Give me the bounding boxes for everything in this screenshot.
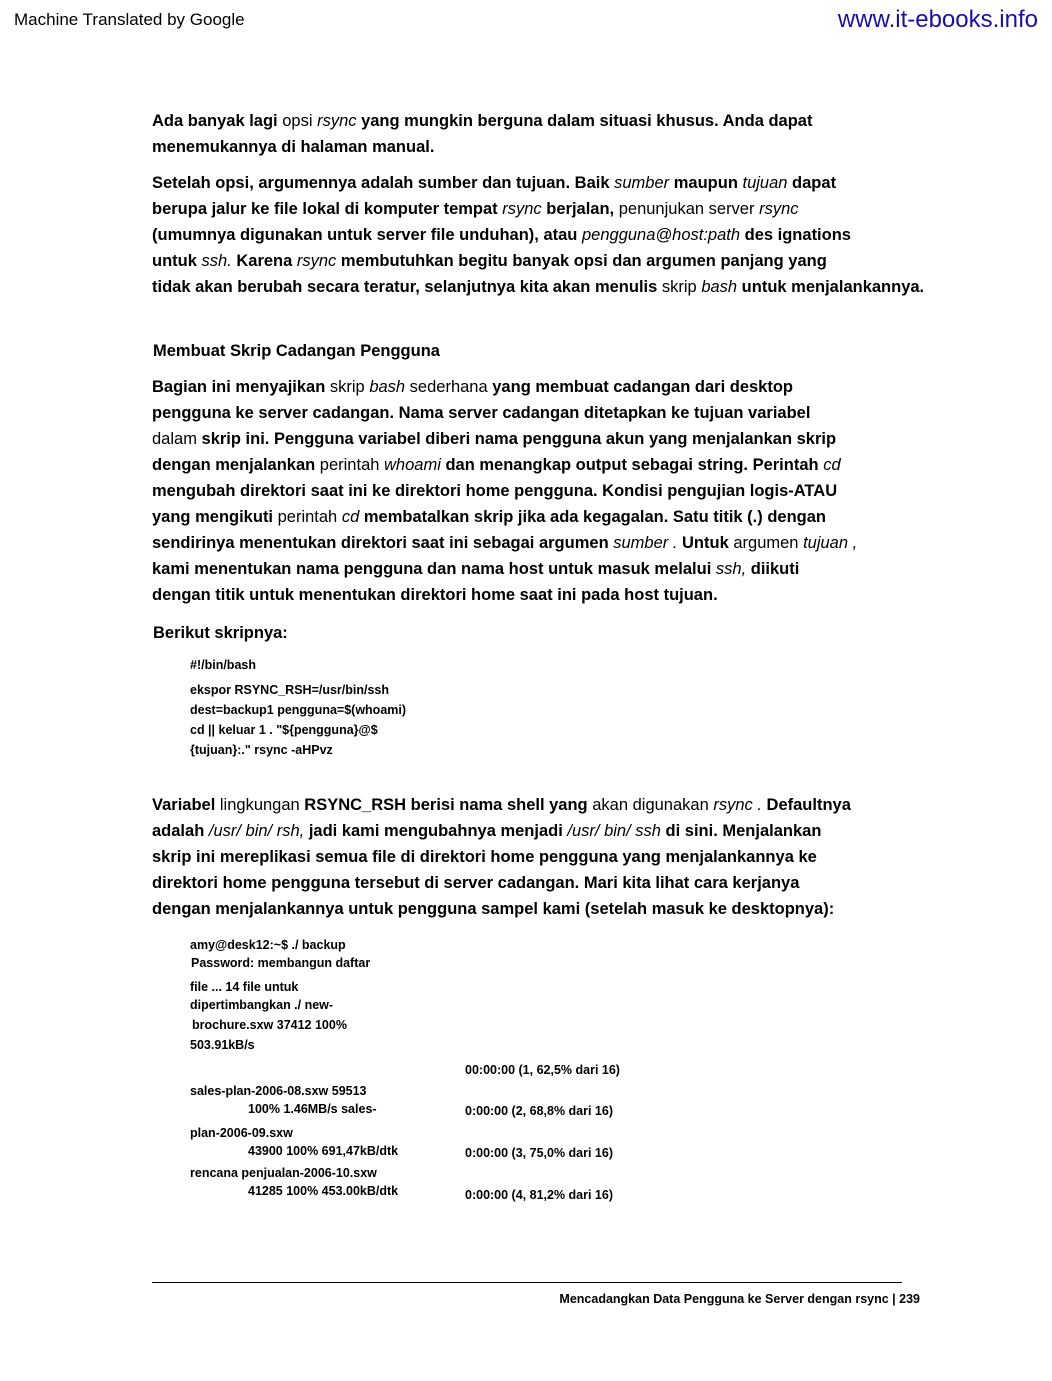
output-file-line: brochure.sxw 37412 100% — [192, 1018, 347, 1032]
text: ssh. — [201, 252, 232, 270]
text: (umumnya digunakan untuk server file unduhan), atau — [152, 226, 582, 244]
script-intro: Berikut skripnya: — [153, 624, 288, 642]
text: RSYNC_RSH berisi nama shell yang — [304, 796, 588, 814]
text: rsync — [502, 200, 542, 218]
text: di sini. Menjalankan — [660, 822, 822, 840]
text: dengan titik untuk menentukan direktori home saat ini pada host tujuan. — [152, 586, 718, 604]
text: yang membuat cadangan dari desktop — [487, 378, 793, 396]
text: rsync — [759, 200, 799, 218]
text: untuk menjalankannya. — [737, 278, 925, 296]
text: tidak akan berubah secara teratur, selanjutnya kita akan menulis — [152, 278, 662, 296]
text: berjalan, — [541, 200, 615, 218]
text: cd — [823, 456, 841, 474]
text: skrip ini. Pengguna variabel diberi nama pengguna akun yang menjalankan skrip — [201, 430, 837, 448]
text: pengguna ke server cadangan. Nama server cadangan ditetapkan ke tujuan variabel — [152, 404, 811, 422]
output-password: Password: membangun daftar — [191, 956, 371, 970]
text: untuk — [152, 252, 202, 270]
text: sederhana — [405, 378, 488, 396]
text: dan menangkap output sebagai string. Perintah — [440, 456, 824, 474]
text: dapat — [787, 174, 837, 192]
output-file-line: 503.91kB/s — [190, 1038, 255, 1052]
text: dalam — [152, 430, 202, 448]
text: bash — [701, 278, 738, 296]
script-line-5: {tujuan}:." rsync -aHPvz — [190, 743, 333, 757]
text: berupa jalur ke file lokal di komputer tempat — [152, 200, 503, 218]
paragraph-2 — [152, 170, 992, 300]
text: rsync — [317, 112, 357, 130]
text: membutuhkan begitu banyak opsi dan argumen panjang yang — [336, 252, 827, 270]
output-file-line: sales-plan-2006-08.sxw 59513 — [190, 1084, 367, 1098]
text: Setelah opsi, argumennya adalah sumber dan tujuan. Baik — [152, 174, 615, 192]
text: yang mungkin berguna dalam situasi khusus. Anda dapat — [356, 112, 813, 130]
text: maupun — [669, 174, 743, 192]
footer-divider — [152, 1282, 902, 1283]
text: opsi — [282, 112, 318, 130]
text: argumen — [728, 534, 804, 552]
text: direktori home pengguna tersebut di server cadangan. Mari kita lihat cara kerjanya — [152, 874, 800, 892]
output-file-line: rencana penjualan-2006-10.sxw — [190, 1166, 377, 1180]
text: menemukannya di halaman manual. — [152, 138, 435, 156]
output-progress: 0:00:00 (2, 68,8% dari 16) — [465, 1104, 613, 1118]
text: rsync — [296, 252, 337, 270]
text: sumber — [614, 174, 670, 192]
text: adalah — [152, 822, 209, 840]
text: ssh, — [715, 560, 747, 578]
page-footer: Mencadangkan Data Pengguna ke Server dengan rsync | 239 — [559, 1292, 920, 1306]
paragraph-4 — [152, 792, 992, 922]
output-progress: 00:00:00 (1, 62,5% dari 16) — [465, 1063, 620, 1077]
text: skrip — [329, 378, 370, 396]
text: kami menentukan nama pengguna dan nama host untuk masuk melalui — [152, 560, 716, 578]
output-file-line: file ... 14 file untuk — [190, 980, 299, 994]
text: mengubah direktori saat ini ke direktori home pengguna. Kondisi pengujian logis-ATAU — [152, 482, 838, 500]
text: Variabel — [152, 796, 216, 814]
text: perintah — [277, 508, 342, 526]
text: rsync . — [713, 796, 762, 814]
text: dengan menjalankannya untuk pengguna sampel kami (setelah masuk ke desktopnya): — [152, 900, 835, 918]
text: pengguna@host:path — [581, 226, 741, 244]
text: sendirinya menentukan direktori saat ini sebagai argumen — [152, 534, 614, 552]
paragraph-3 — [152, 374, 992, 608]
machine-translated-label: Machine Translated by Google — [14, 10, 245, 29]
output-progress: 0:00:00 (3, 75,0% dari 16) — [465, 1146, 613, 1160]
text: skrip — [661, 278, 702, 296]
site-link[interactable]: www.it-ebooks.info — [837, 6, 1038, 33]
text: jadi kami mengubahnya menjadi — [304, 822, 568, 840]
paragraph-1 — [152, 108, 992, 160]
output-progress: 0:00:00 (4, 81,2% dari 16) — [465, 1188, 613, 1202]
output-prompt: amy@desk12:~$ ./ backup — [190, 938, 346, 952]
text: /usr/ bin/ rsh, — [208, 822, 305, 840]
text: cd — [341, 508, 360, 526]
script-line-1: #!/bin/bash — [190, 658, 256, 672]
text: penunjukan server — [614, 200, 760, 218]
section-heading: Membuat Skrip Cadangan Pengguna — [153, 342, 440, 360]
text: /usr/ bin/ ssh — [567, 822, 661, 840]
output-file-line: plan-2006-09.sxw — [190, 1126, 293, 1140]
output-file-line: 100% 1.46MB/s sales- — [248, 1102, 377, 1116]
output-file-line: 43900 100% 691,47kB/dtk — [248, 1144, 399, 1158]
output-file-line: dipertimbangkan ./ new- — [190, 998, 334, 1012]
output-file-line: 41285 100% 453.00kB/dtk — [248, 1184, 399, 1198]
text: perintah — [319, 456, 385, 474]
text: yang mengikuti — [152, 508, 278, 526]
text: bash — [369, 378, 406, 396]
text: Defaultnya — [761, 796, 851, 814]
text: Ada banyak lagi — [152, 112, 283, 130]
text: tujuan , — [803, 534, 858, 552]
text: Bagian ini menyajikan — [152, 378, 330, 396]
script-line-2: ekspor RSYNC_RSH=/usr/bin/ssh — [190, 683, 390, 697]
text: diikuti — [746, 560, 800, 578]
text: Karena — [231, 252, 297, 270]
text: Untuk — [677, 534, 729, 552]
text: tujuan — [742, 174, 788, 192]
text: des ignations — [740, 226, 851, 244]
text: skrip ini mereplikasi semua file di direktori home pengguna yang menjalankannya ke — [152, 848, 817, 866]
script-line-3: dest=backup1 pengguna=$(whoami) — [190, 703, 407, 717]
text: sumber . — [613, 534, 678, 552]
text: akan digunakan — [587, 796, 714, 814]
text: dengan menjalankan — [152, 456, 320, 474]
text: membatalkan skrip jika ada kegagalan. Satu titik (.) dengan — [359, 508, 826, 526]
text: whoami — [384, 456, 441, 474]
text: lingkungan — [215, 796, 305, 814]
script-line-4: cd || keluar 1 . "${pengguna}@$ — [190, 723, 378, 737]
